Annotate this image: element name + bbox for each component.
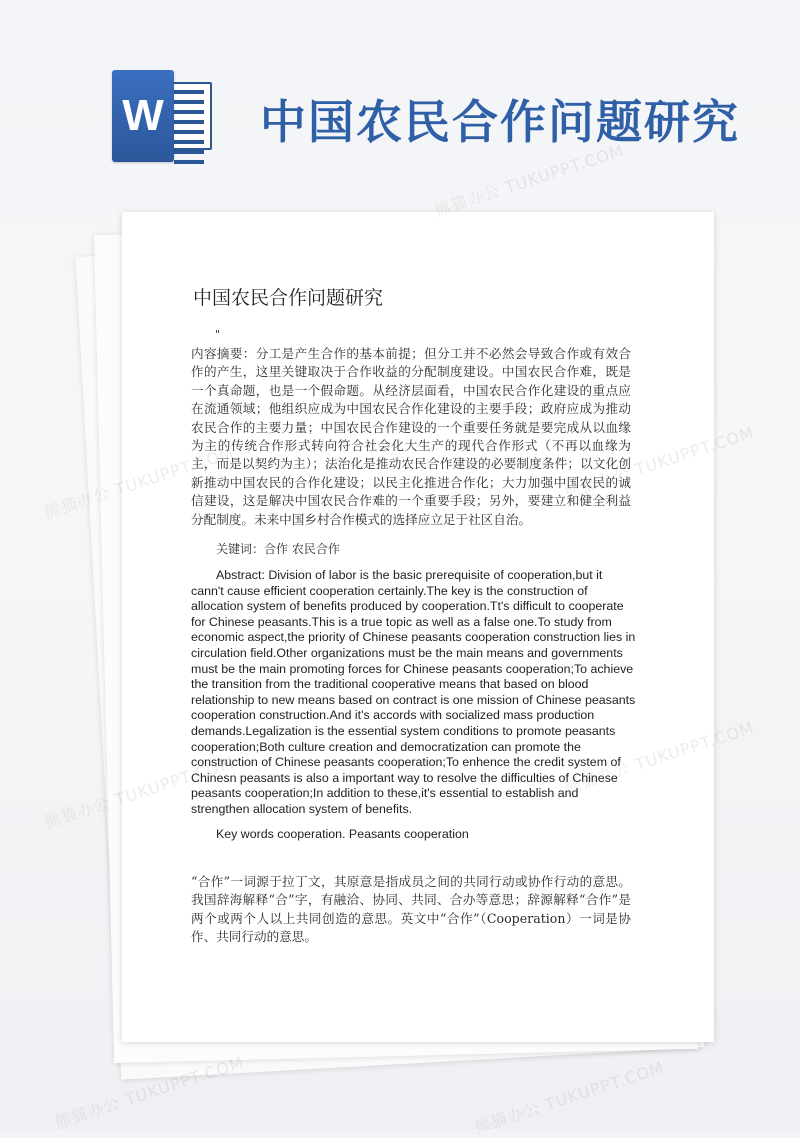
abstract-paragraph: Abstract: Division of labor is the basic prerequisite of cooperation,but it cann't cause efficient cooperation certainly.The key is the construction of allocation system of benefits produced by cooperation.Tt's difficult to cooperate for Chinese peasants.This is a true topic as well as a false one.To study from economic aspect,the priority of Chinese peasants cooperation construction lies in circulation field.Other organizations must be the main means and governments must be the main promoting forces for Chinese peasants cooperation;To achieve the transition from the traditional cooperative means that based on blood relationship to new means based on contract is one mission of Chinese peasants cooperation construction.And it's accords with socialized mass production demands.Legalization is the essential system conditions to promote peasants cooperation;Both culture creation and democratization can promote the construction of Chinese peasants cooperation;To enhence the credit system of Chinesn peasants is also a important way to resolve the difficulties of Chinese peasants cooperation;In addition to these,it's essential to establish and strengthen allocation system of benefits. bbox=[191, 568, 636, 816]
word-badge bbox=[112, 70, 174, 162]
watermark: 熊猫办公 TUKUPPT.COM bbox=[52, 1052, 247, 1133]
summary-paragraph: 内容摘要：分工是产生合作的基本前提；但分工并不必然会导致合作或有效合作的产生，这里关键取决于合作收益的分配制度建设。中国农民合作难，既是一个真命题，也是一个假命题。从经济层面看，中国农民合作化建设的重点应在流通领域；他组织应成为中国农民合作化建设的主要手段；政府应成为推动农民合作的主要力量；中国农民合作建设的一个重要任务就是要完成从以血缘为主的传统合作形式转向符合社会化大生产的现代合作形式（不再以血缘为主，而是以契约为主）；法治化是推动农民合作建设的必要制度条件；以文化创新推动中国农民的合作化建设；以民主化推进合作化；大力加强中国农民的诚信建设，这是解决中国农民合作难的一个重要手段；另外，要建立和健全利益分配制度。未来中国乡村合作模式的选择应立足于社区自治。 bbox=[191, 346, 631, 527]
watermark: 熊猫办公 TUKUPPT.COM bbox=[472, 1057, 667, 1138]
keywords-cn: 关键词：合作 农民合作 bbox=[216, 542, 340, 556]
watermark: 熊猫办公 bbox=[42, 483, 113, 523]
page-title: 中国农民合作问题研究 bbox=[260, 95, 740, 149]
word-logo-letter: W bbox=[122, 91, 164, 140]
watermark: 熊猫办公 TUKUPPT.COM bbox=[432, 140, 627, 221]
watermark: 熊猫办公 bbox=[42, 793, 113, 833]
quote-mark: " bbox=[215, 328, 221, 341]
keywords-en: Key words cooperation. Peasants cooperation bbox=[216, 827, 469, 841]
intro-paragraph: “合作”一词源于拉丁文，其原意是指成员之间的共同行动或协作行动的意思。我国辞海解释“合”字，有融洽、协同、共同、合办等意思；辞源解释“合作”是两个或两个人以上共同创造的意思。英文中“合作”（Cooperation）一词是协作、共同行动的意思。 bbox=[191, 874, 631, 945]
document-heading: 中国农民合作问题研究 bbox=[193, 287, 384, 309]
word-app-icon bbox=[112, 70, 216, 162]
